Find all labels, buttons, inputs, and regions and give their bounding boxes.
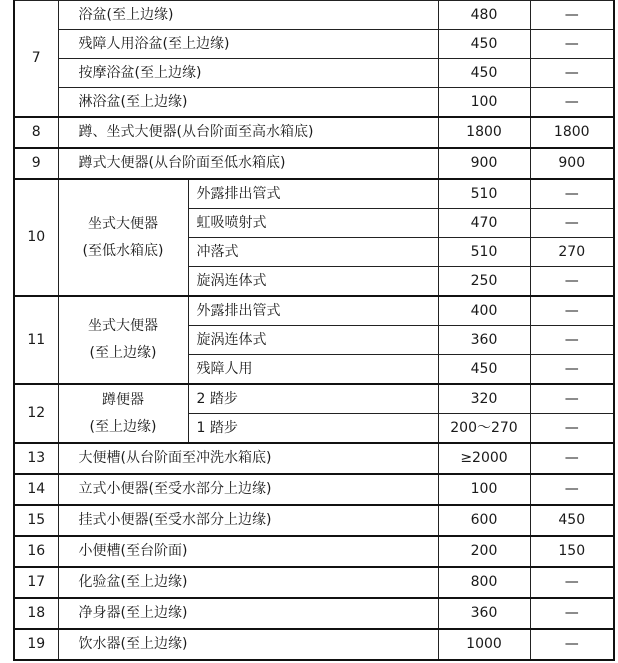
value-cell: — bbox=[530, 209, 614, 238]
value-cell: 360 bbox=[438, 598, 530, 629]
value-cell: 200～270 bbox=[438, 414, 530, 444]
value-cell: 450 bbox=[530, 505, 614, 536]
table-row bbox=[14, 474, 614, 505]
value-cell: 1800 bbox=[438, 117, 530, 148]
value-cell: — bbox=[530, 414, 614, 444]
fixture-name: 小便槽(至台阶面) bbox=[58, 536, 438, 567]
fixture-name: 蹲式大便器(从台阶面至低水箱底) bbox=[58, 148, 438, 179]
value-cell: 900 bbox=[438, 148, 530, 179]
value-cell: — bbox=[530, 1, 614, 30]
table-row bbox=[14, 536, 614, 567]
value-cell: — bbox=[530, 443, 614, 474]
value-cell: 100 bbox=[438, 474, 530, 505]
row-number: 14 bbox=[14, 474, 58, 505]
table-row bbox=[14, 296, 614, 326]
group-label-line: (至低水箱底) bbox=[82, 242, 164, 259]
value-cell: 100 bbox=[438, 88, 530, 118]
fixture-name: 立式小便器(至受水部分上边缘) bbox=[58, 474, 438, 505]
fixture-name: 大便槽(从台阶面至冲洗水箱底) bbox=[58, 443, 438, 474]
fixture-name: 化验盆(至上边缘) bbox=[58, 567, 438, 598]
value-cell: ≥2000 bbox=[438, 443, 530, 474]
value-cell: 450 bbox=[438, 59, 530, 88]
row-number: 7 bbox=[14, 1, 58, 118]
value-cell: 900 bbox=[530, 148, 614, 179]
row-number: 12 bbox=[14, 384, 58, 443]
fixture-name: 浴盆(至上边缘) bbox=[58, 1, 438, 30]
fixture-subtype: 1 踏步 bbox=[188, 414, 438, 444]
value-cell: — bbox=[530, 179, 614, 209]
value-cell: 450 bbox=[438, 30, 530, 59]
fixture-subtype: 虹吸喷射式 bbox=[188, 209, 438, 238]
value-cell: 150 bbox=[530, 536, 614, 567]
row-number: 8 bbox=[14, 117, 58, 148]
value-cell: — bbox=[530, 267, 614, 297]
table-row bbox=[14, 443, 614, 474]
table-row bbox=[14, 88, 614, 118]
value-cell: 800 bbox=[438, 567, 530, 598]
value-cell: 360 bbox=[438, 326, 530, 355]
fixture-name: 按摩浴盆(至上边缘) bbox=[58, 59, 438, 88]
table-row bbox=[14, 59, 614, 88]
fixture-subtype: 残障人用 bbox=[188, 355, 438, 385]
value-cell: — bbox=[530, 629, 614, 660]
value-cell: 510 bbox=[438, 179, 530, 209]
group-label-line: 坐式大便器 bbox=[88, 318, 158, 335]
table-row bbox=[14, 567, 614, 598]
fixture-subtype: 2 踏步 bbox=[188, 384, 438, 414]
value-cell: 400 bbox=[438, 296, 530, 326]
table-row bbox=[14, 30, 614, 59]
fixture-name: 蹲、坐式大便器(从台阶面至高水箱底) bbox=[58, 117, 438, 148]
value-cell: — bbox=[530, 296, 614, 326]
row-number: 16 bbox=[14, 536, 58, 567]
value-cell: 1800 bbox=[530, 117, 614, 148]
value-cell: 480 bbox=[438, 1, 530, 30]
fixture-subtype: 冲落式 bbox=[188, 238, 438, 267]
value-cell: — bbox=[530, 326, 614, 355]
row-number: 13 bbox=[14, 443, 58, 474]
table-row bbox=[14, 598, 614, 629]
table-row bbox=[14, 505, 614, 536]
value-cell: 600 bbox=[438, 505, 530, 536]
fixture-name: 挂式小便器(至受水部分上边缘) bbox=[58, 505, 438, 536]
group-label-line: 蹲便器 bbox=[102, 391, 144, 408]
group-label bbox=[58, 179, 188, 296]
value-cell: 270 bbox=[530, 238, 614, 267]
value-cell: — bbox=[530, 567, 614, 598]
group-label bbox=[58, 384, 188, 443]
fixture-subtype: 旋涡连体式 bbox=[188, 267, 438, 297]
group-label bbox=[58, 296, 188, 384]
fixture-height-table bbox=[13, 0, 615, 661]
group-label-line: 坐式大便器 bbox=[88, 215, 158, 232]
value-cell: 470 bbox=[438, 209, 530, 238]
row-number: 18 bbox=[14, 598, 58, 629]
table-row bbox=[14, 117, 614, 148]
fixture-name: 净身器(至上边缘) bbox=[58, 598, 438, 629]
table-row bbox=[14, 1, 614, 30]
table-row bbox=[14, 179, 614, 209]
value-cell: — bbox=[530, 355, 614, 385]
value-cell: — bbox=[530, 598, 614, 629]
fixture-subtype: 外露排出管式 bbox=[188, 296, 438, 326]
value-cell: — bbox=[530, 88, 614, 118]
value-cell: — bbox=[530, 384, 614, 414]
value-cell: 250 bbox=[438, 267, 530, 297]
value-cell: 450 bbox=[438, 355, 530, 385]
fixture-subtype: 旋涡连体式 bbox=[188, 326, 438, 355]
value-cell: 320 bbox=[438, 384, 530, 414]
table-row bbox=[14, 384, 614, 414]
value-cell: — bbox=[530, 59, 614, 88]
fixture-subtype: 外露排出管式 bbox=[188, 179, 438, 209]
group-label-line: (至上边缘) bbox=[89, 345, 157, 361]
row-number: 15 bbox=[14, 505, 58, 536]
table-row bbox=[14, 629, 614, 660]
row-number: 19 bbox=[14, 629, 58, 660]
fixture-name: 饮水器(至上边缘) bbox=[58, 629, 438, 660]
group-label-line: (至上边缘) bbox=[89, 418, 157, 435]
value-cell: 510 bbox=[438, 238, 530, 267]
row-number: 17 bbox=[14, 567, 58, 598]
value-cell: — bbox=[530, 30, 614, 59]
table-row bbox=[14, 148, 614, 179]
value-cell: 1000 bbox=[438, 629, 530, 660]
row-number: 10 bbox=[14, 179, 58, 296]
row-number: 9 bbox=[14, 148, 58, 179]
fixture-name: 淋浴盆(至上边缘) bbox=[58, 88, 438, 118]
fixture-name: 残障人用浴盆(至上边缘) bbox=[58, 30, 438, 59]
row-number: 11 bbox=[14, 296, 58, 384]
value-cell: — bbox=[530, 474, 614, 505]
value-cell: 200 bbox=[438, 536, 530, 567]
